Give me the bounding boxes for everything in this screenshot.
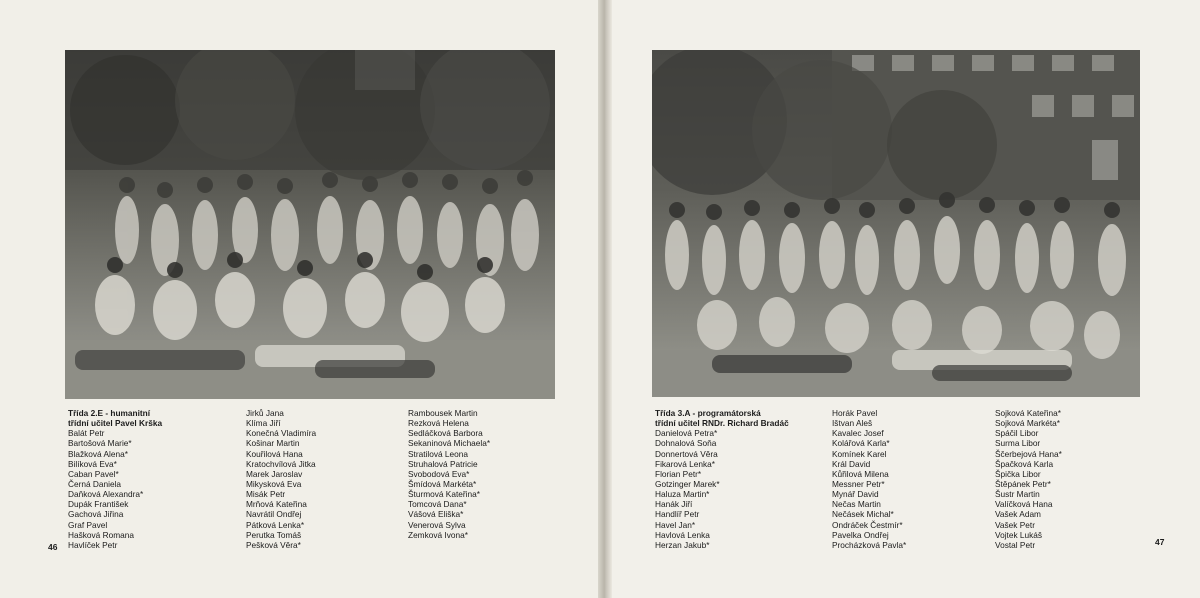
class-photo-2e — [65, 50, 555, 399]
student-name: Misák Petr — [246, 489, 286, 500]
student-name: Balát Petr — [68, 428, 105, 439]
student-name: Klíma Jiří — [246, 418, 281, 429]
student-name: Král David — [832, 458, 871, 469]
book-gutter — [598, 0, 612, 598]
student-name: Kouřilová Hana — [246, 448, 303, 459]
student-name: Caban Pavel* — [68, 468, 119, 479]
student-name: Bilíková Eva* — [68, 458, 117, 469]
student-name: Ondráček Čestmír* — [832, 519, 903, 530]
student-name: Svobodová Eva* — [408, 468, 470, 479]
student-name: Konečná Vladimíra — [246, 428, 317, 439]
class-photo-3a — [652, 50, 1140, 397]
student-name: Mrňová Kateřina — [246, 499, 307, 510]
student-name: Sojková Markéta* — [995, 418, 1061, 429]
student-name: Špačková Karla — [995, 458, 1054, 469]
page-number: 46 — [48, 542, 58, 552]
class-list-column-2 — [246, 408, 316, 550]
student-name: Černá Daniela — [68, 478, 122, 489]
student-name: Tomcová Dana* — [408, 499, 467, 510]
student-name: Mynář David — [832, 489, 879, 500]
student-name: Vašek Adam — [995, 509, 1041, 520]
student-name: Zemková Ivona* — [408, 529, 468, 540]
student-name: Spáčil Libor — [995, 428, 1039, 439]
class-teacher: třídní učitel RNDr. Richard Bradáč — [655, 418, 789, 429]
student-name: Hanák Jiří — [655, 499, 693, 510]
student-name: Dohnalová Soňa — [655, 438, 717, 449]
student-name: Kavalec Josef — [832, 428, 884, 439]
student-name: Marek Jaroslav — [246, 468, 303, 479]
class-teacher: třídní učitel Pavel Krška — [68, 418, 163, 429]
student-name: Šturmová Kateřina* — [408, 489, 480, 500]
class-list-column-3-right — [995, 408, 1062, 550]
student-name: Stratilová Leona — [408, 448, 468, 459]
student-name: Havel Jan* — [655, 519, 696, 530]
student-name: Procházková Pavla* — [832, 539, 907, 550]
student-name: Struhalová Patricie — [408, 458, 478, 469]
student-name: Šustr Martin — [995, 489, 1040, 500]
student-name: Daňková Alexandra* — [68, 489, 144, 500]
student-name: Košinar Martin — [246, 438, 300, 449]
student-name: Hašková Romana — [68, 529, 134, 540]
student-name: Pátková Lenka* — [246, 519, 305, 530]
student-name: Handlíř Petr — [655, 509, 700, 520]
student-name: Havlíček Petr — [68, 539, 118, 550]
student-name: Jirků Jana — [246, 408, 284, 418]
class-list-column-2-right — [832, 408, 906, 550]
student-name: Nečásek Michal* — [832, 509, 894, 520]
student-name: Haluza Martin* — [655, 489, 710, 500]
class-list-column-1-right — [655, 408, 789, 550]
student-name: Navrátil Ondřej — [246, 509, 302, 520]
student-name: Messner Petr* — [832, 478, 885, 489]
student-name: Perutka Tomáš — [246, 529, 302, 540]
student-name: Komínek Karel — [832, 448, 887, 459]
student-name: Sekaninová Michaela* — [408, 438, 491, 449]
page-number: 47 — [1155, 537, 1165, 547]
student-name: Fikarová Lenka* — [655, 458, 715, 469]
class-title: Třída 3.A - programátorská — [655, 408, 761, 418]
student-name: Kolářová Karla* — [832, 438, 890, 449]
student-name: Bartošová Marie* — [68, 438, 132, 449]
student-name: Šmídová Markéta* — [408, 478, 477, 489]
student-name: Špička Libor — [995, 468, 1041, 479]
student-name: Venerová Sylva — [408, 519, 466, 530]
student-name: Blažková Alena* — [68, 448, 128, 459]
student-name: Vášová Eliška* — [408, 509, 464, 520]
student-name: Donnertová Věra — [655, 448, 718, 459]
student-name: Graf Pavel — [68, 519, 108, 530]
class-list-column-1 — [68, 408, 162, 550]
student-name: Pavelka Ondřej — [832, 529, 889, 540]
student-name: Herzan Jakub* — [655, 539, 710, 550]
student-name: Kůřilová Milena — [832, 468, 889, 479]
student-name: Ištvan Aleš — [832, 418, 873, 429]
student-name: Vojtek Lukáš — [995, 529, 1043, 540]
student-name: Surma Libor — [995, 438, 1041, 449]
student-name: Štěpánek Petr* — [995, 478, 1051, 489]
student-name: Havlová Lenka — [655, 529, 710, 540]
student-name: Vostal Petr — [995, 539, 1036, 550]
student-name: Gachová Jiřina — [68, 509, 124, 520]
class-title: Třída 2.E - humanitní — [68, 408, 151, 418]
student-name: Kratochvílová Jitka — [246, 458, 316, 469]
student-name: Ščerbejová Hana* — [995, 448, 1062, 459]
student-name: Florian Petr* — [655, 468, 702, 479]
student-name: Sedláčková Barbora — [408, 428, 483, 439]
student-name: Pešková Věra* — [246, 539, 301, 550]
student-name: Danielová Petra* — [655, 428, 718, 439]
student-name: Horák Pavel — [832, 408, 878, 418]
student-name: Valíčková Hana — [995, 499, 1053, 510]
student-name: Gotzinger Marek* — [655, 478, 720, 489]
student-name: Dupák František — [68, 499, 129, 510]
student-name: Sojková Kateřina* — [995, 408, 1061, 418]
student-name: Rambousek Martin — [408, 408, 478, 418]
student-name: Vašek Petr — [995, 519, 1035, 530]
student-name: Mikysková Eva — [246, 478, 302, 489]
class-list-column-3 — [408, 408, 490, 540]
student-name: Nečas Martin — [832, 499, 881, 510]
student-name: Rezková Helena — [408, 418, 469, 429]
